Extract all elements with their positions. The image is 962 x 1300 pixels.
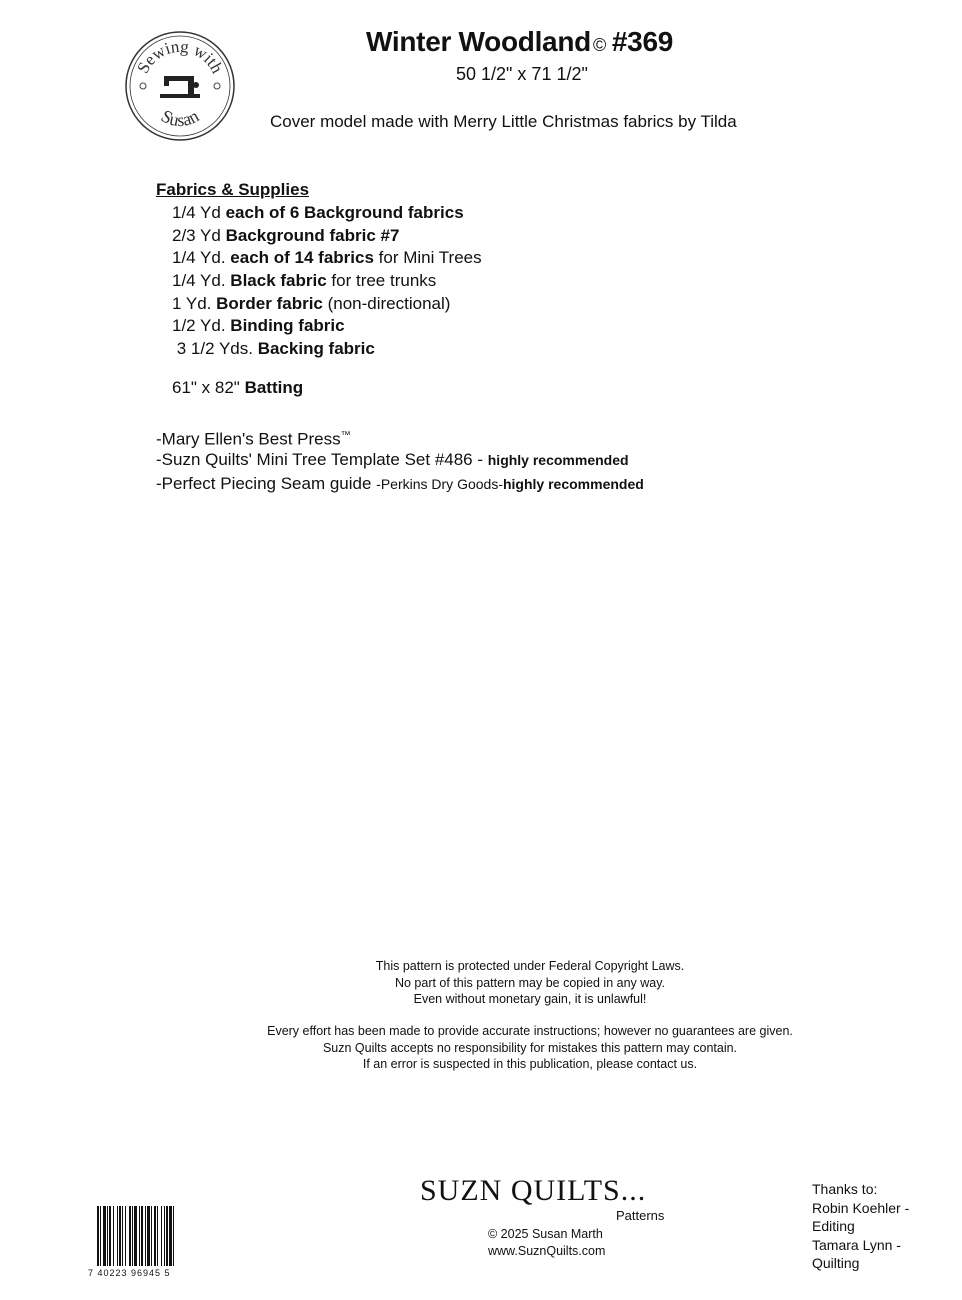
fabric-name: Binding fabric	[230, 316, 345, 336]
supplies-list	[156, 424, 644, 496]
fabric-item	[172, 247, 482, 270]
copyright-line: No part of this pattern may be copied in any way.	[394, 975, 666, 990]
footer-copyright: © 2025 Susan Marth	[488, 1227, 603, 1241]
batting-item	[172, 378, 303, 398]
trademark-symbol: ™	[340, 430, 351, 441]
thanks-line: Editing	[812, 1218, 855, 1235]
fabric-name: Black fabric	[230, 271, 327, 291]
fabric-note: (non-directional)	[322, 293, 451, 313]
fabric-item	[172, 338, 482, 361]
footer-credits	[488, 1226, 605, 1260]
fabric-name: Backing fabric	[257, 339, 375, 359]
fabric-qty: 1 Yd.	[172, 293, 217, 313]
quilt-size: 50 1/2" x 71 1/2"	[456, 64, 588, 84]
supply-item	[156, 424, 644, 448]
fabric-item	[172, 315, 482, 338]
fabric-qty: 3 1/2 Yds.	[172, 339, 258, 359]
batting-qty: 61" x 82"	[172, 378, 245, 397]
fabric-note: for tree trunks	[326, 271, 437, 291]
disclaimer-line: If an error is suspected in this publication, please contact us.	[362, 1057, 698, 1071]
fabric-qty: 2/3 Yd	[172, 225, 226, 245]
disclaimer-line: Every effort has been made to provide accurate instructions; however no guarantees are given.	[267, 1024, 793, 1038]
fabric-qty: 1/2 Yd.	[172, 316, 231, 336]
copyright-notice	[180, 958, 880, 1008]
brand-subtitle: Patterns	[616, 1208, 665, 1223]
fabric-name: each of 6 Background fabrics	[225, 203, 464, 222]
fabric-note: for Mini Trees	[373, 248, 482, 268]
thanks-block	[812, 1180, 952, 1273]
thanks-line: Quilting	[812, 1255, 860, 1272]
fabric-qty: 1/4 Yd.	[172, 248, 231, 268]
svg-text:Sewing with: Sewing with	[133, 36, 227, 77]
disclaimer-line: Suzn Quilts accepts no responsibility for mistakes this pattern may contain.	[322, 1040, 738, 1055]
fabric-qty: 1/4 Yd.	[172, 271, 231, 291]
title-text: Winter Woodland	[366, 26, 591, 57]
copyright-line: Even without monetary gain, it is unlawful!	[413, 992, 647, 1006]
supplier-name: -Perkins Dry Goods-	[376, 476, 503, 492]
disclaimer	[180, 1023, 880, 1073]
pattern-title	[366, 26, 673, 58]
sewing-machine-icon	[160, 76, 200, 98]
recommended-note: highly recommended	[502, 476, 644, 492]
recommended-note: highly recommended	[487, 452, 629, 468]
supply-item	[156, 472, 644, 496]
fabrics-list	[172, 202, 482, 361]
logo	[124, 30, 236, 142]
supply-text: -Suzn Quilts' Mini Tree Template Set #486 -	[156, 450, 488, 469]
thanks-line: Tamara Lynn -	[812, 1236, 901, 1253]
logo-seal	[124, 30, 236, 142]
footer-website: www.SuznQuilts.com	[488, 1244, 606, 1258]
thanks-line: Robin Koehler -	[812, 1199, 910, 1216]
supply-text: -Mary Ellen's Best Press	[156, 429, 341, 449]
fabric-item	[172, 202, 482, 225]
batting-name: Batting	[244, 378, 304, 397]
barcode-digits: 7 40223 96945 5	[88, 1268, 171, 1278]
fabrics-heading: Fabrics & Supplies	[156, 180, 310, 199]
supply-text: -Perfect Piecing Seam guide	[156, 474, 377, 493]
fabric-name: Background fabric #7	[225, 225, 400, 245]
pattern-number: #369	[611, 26, 673, 57]
brand-logo: SUZN QUILTS...	[420, 1174, 647, 1207]
thanks-line: Thanks to:	[812, 1181, 878, 1197]
fabric-item	[172, 270, 482, 293]
fabric-item	[172, 293, 482, 316]
fabric-name: each of 14 fabrics	[230, 248, 374, 268]
copyright-symbol: ©	[592, 35, 606, 55]
fabric-name: Border fabric	[216, 293, 323, 313]
cover-note: Cover model made with Merry Little Christmas fabrics by Tilda	[270, 112, 737, 131]
copyright-line: This pattern is protected under Federal Copyright Laws.	[375, 959, 685, 973]
fabric-qty: 1/4 Yd	[172, 203, 226, 222]
barcode	[96, 1206, 208, 1270]
supply-item	[156, 448, 644, 472]
svg-text:Susan: Susan	[157, 105, 203, 131]
fabric-item	[172, 225, 482, 248]
